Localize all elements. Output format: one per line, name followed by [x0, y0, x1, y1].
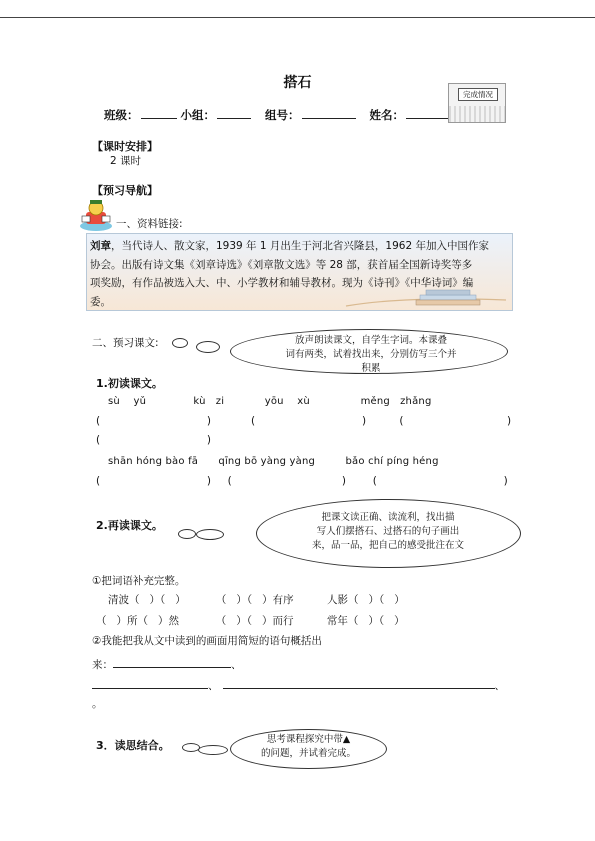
cloud2-line1: 把课文读正确、读流利，找出描 — [321, 512, 455, 523]
schedule-value: 2 课时 — [110, 155, 142, 167]
answer-blank-3[interactable] — [223, 678, 495, 689]
class-blank[interactable] — [141, 107, 177, 119]
cloud3-line2: 的问题，并试着完成。 — [260, 748, 356, 759]
name-label: 姓名： — [369, 108, 404, 122]
task2-instruction: ②我能把我从文中读到的画面用简短的语句概括出 — [92, 635, 322, 647]
books-illustration — [346, 286, 506, 308]
number-blank[interactable] — [302, 107, 356, 119]
top-rule — [0, 17, 595, 18]
fill-in-row-2[interactable]: （ ）所（ ）然 （ ）（ ）而行 常年（ ）（ ） — [96, 615, 405, 627]
cloud1-line3: 积累 — [361, 363, 381, 374]
pinyin-row-1: sù yǔ kù zi yōu xù měng zhǎng — [108, 396, 432, 407]
answer-blank-1[interactable] — [113, 657, 231, 668]
task2-answer-line-1: 来： 、 — [92, 659, 242, 671]
cloud2-line3: 来，品一品，把自己的感受批注在文 — [311, 540, 464, 551]
schedule-heading: 【课时安排】 — [92, 140, 158, 153]
hint-cloud-3 — [180, 727, 390, 769]
step3-heading: 3．读思结合。 — [96, 739, 170, 752]
author-bio-box — [86, 233, 513, 311]
page-title: 搭石 — [283, 75, 312, 91]
cloud1-line1: 放声朗读课文，自学生字词。本课叠 — [294, 335, 447, 346]
completion-badge — [448, 83, 506, 123]
answer-parens-row-2[interactable]: ( ) ( ) ( ) — [96, 475, 508, 487]
task2-end-mark: 。 — [92, 698, 103, 710]
class-label: 班级： — [104, 108, 139, 122]
cloud1-line2: 词有两类，试着找出来，分别仿写三个并 — [285, 349, 457, 360]
task2-answer-line-2: 、 、 — [92, 678, 505, 693]
pinyin-row-2: shān hóng bào fā qīng bō yàng yàng bǎo chí píng héng — [108, 456, 439, 467]
group-blank[interactable] — [217, 107, 251, 119]
preview-text-heading: 二、预习课文: — [92, 337, 159, 349]
cloud3-line1: 思考课程探究中带▲ — [266, 734, 351, 745]
number-label: 组号： — [265, 108, 300, 122]
hint-cloud-1 — [170, 326, 510, 374]
badge-decoration — [449, 106, 505, 122]
preview-nav-heading: 【预习导航】 — [92, 184, 158, 197]
task1-instruction: ①把词语补充完整。 — [92, 575, 186, 587]
hint-cloud-2 — [176, 497, 521, 569]
author-bio-text: 刘章，当代诗人、散文家，1939 年 1 月出生于河北省兴隆县，1962 年加入中国作家 协会。出版有诗文集《刘章诗选》《刘章散文选》等 28 部，获首届全国新诗奖等多 项奖励，有作品被选入大、中、小学教材和辅导教材。现为《诗刊》《中华诗词》编 委。 — [90, 240, 489, 308]
group-label: 小组： — [180, 108, 215, 122]
step2-heading: 2.再读课文。 — [96, 519, 163, 532]
step1-heading: 1.初读课文。 — [96, 377, 163, 390]
cloud2-line2: 写人们摆搭石、过搭石的句子画出 — [316, 526, 460, 537]
reading-character-icon — [78, 198, 114, 232]
resource-link-heading: 一、资料链接: — [116, 218, 183, 230]
student-info-row — [104, 107, 460, 123]
answer-blank-2[interactable] — [92, 678, 208, 689]
completion-label: 完成情况 — [458, 88, 498, 101]
answer-parens-row-1[interactable]: ( ) ( ) ( ) — [96, 415, 512, 427]
author-name: 刘章 — [90, 240, 111, 252]
answer-parens-row-1b[interactable]: ( ) — [96, 434, 211, 446]
fill-in-row-1[interactable]: 清波（ ）（ ） （ ）（ ）有序 人影（ ）（ ） — [108, 594, 405, 606]
